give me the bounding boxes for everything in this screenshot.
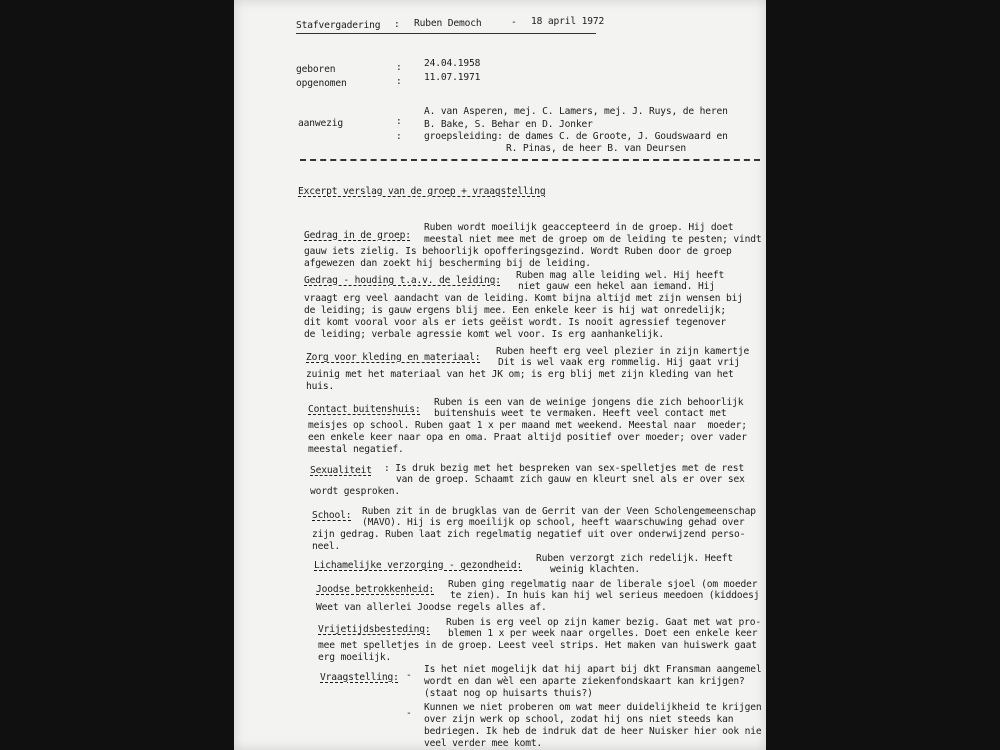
text-line: Ruben mag alle leiding wel. Hij heeft <box>516 270 725 281</box>
text-line: Ruben heeft erg veel plezier in zijn kamertje <box>496 346 750 357</box>
text-line: Ruben is een van de weinige jongens die zich behoorlijk <box>434 397 744 408</box>
question-line: over zijn werk op school, zodat hij ons niet steeds kan <box>424 714 734 725</box>
text-line: Weet van allerlei Joodse regels alles af. <box>316 602 547 613</box>
text-line: een enkele keer naar opa en oma. Praat altijd positief over moeder; over vader <box>308 432 747 443</box>
section-label-joods: Joodse betrokkenheid: <box>316 584 435 595</box>
question-line: wordt en dan wèl een aparte ziekenfondskaart kan krijgen? <box>424 676 745 687</box>
text-line: Ruben wordt moeilijk geaccepteerd in de groep. Hij doet <box>424 222 734 233</box>
born-label: geboren <box>296 64 336 75</box>
born-value: 24.04.1958 <box>424 58 481 69</box>
text-line: Ruben zit in de brugklas van de Gerrit van der Veen Scholengemeenschap <box>362 506 756 517</box>
text-line: huis. <box>306 381 335 392</box>
subject-name: Ruben Democh <box>414 18 482 29</box>
dashed-separator <box>300 159 760 161</box>
text-line: buitenshuis weet te vermaken. Heeft veel contact met <box>434 408 727 419</box>
question-line: (staat nog op huisarts thuis?) <box>424 688 593 699</box>
section-label-zorg: Zorg voor kleding en materiaal: <box>306 352 481 363</box>
text-line: Ruben verzorgt zich redelijk. Heeft <box>536 553 733 564</box>
section-label-sexualiteit: Sexualiteit <box>310 465 372 476</box>
text-line: meestal negatief. <box>308 444 404 455</box>
text-line: te zien). In huis kan hij wel serieus meedoen (kiddoesj <box>450 590 760 601</box>
text-line: wordt gesproken. <box>310 486 401 497</box>
text-line: dit komt vooral voor als er iets geëist wordt. Is nooit agressief tegenover <box>304 317 726 328</box>
text-line: neel. <box>312 541 341 552</box>
section-label-lichamelijk: Lichamelijke verzorging - gezondheid: <box>314 560 523 571</box>
admitted-value: 11.07.1971 <box>424 72 481 83</box>
text-line: afgewezen dan zoekt hij bescherming bij de leiding. <box>304 258 591 269</box>
text-line: niet gauw een hekel aan iemand. Hij <box>518 281 715 292</box>
text-line: weinig klachten. <box>550 564 641 575</box>
text-line: Dit is wel vaak erg rommelig. Hij gaat vrij <box>498 357 740 368</box>
present-line: R. Pinas, de heer B. van Deursen <box>506 143 687 154</box>
section-label-vraagstelling: Vraagstelling: <box>320 672 399 683</box>
document-page: Stafvergadering : Ruben Democh - 18 april 1972 geboren : 24.04.1958 opgenomen : 11.07.1971 aanwezig : A. van Asperen, mej. C. Lamers, mej. J. Ruys, de heren B. Bake, S. Behar en D. Jonker : groepsleiding: de dames C. de Groote, J. Goudswaard en R. Pinas, de heer B. van Deursen Excerpt verslag van de groep + vraagstelling Gedrag in de groep: Ruben wordt moeilijk geaccepteerd in de groep. Hij doet meestal niet mee met de groep om de leiding te pesten; vindt gauw iets zielig. Is behoorlijk opofferingsgezind. Wordt Ruben door de groep afgewezen dan zoekt hij bescherming bij de leiding. Gedrag - houding t.a.v. de leiding: Ruben mag alle leiding wel. Hij heeft niet gauw een hekel aan iemand. Hij vraagt erg veel aandacht van de leiding. Komt bijna altijd met zijn wensen bij de leiding; is gauw ergens blij mee. Een enkele keer is hij wat onredelijk; dit komt vooral voor als er iets geëist wordt. Is nooit agressief tegenover de leiding; verbale agressie komt wel voor. Is erg aanhankelijk. Zorg voor kleding en materiaal: Ruben heeft erg veel plezier in zijn kamertje Dit is wel vaak erg rommelig. Hij gaat vrij zuinig met het materiaal van het JK om; is erg blij met zijn kleding van het huis. Contact buitenshuis: Ruben is een van de weinige jongens die zich behoorlijk buitenshuis weet te vermaken. Heeft veel contact met meisjes op school. Ruben gaat 1 x per maand met weekend. Meestal naar moeder; een enkele keer naar opa en oma. Praat altijd positief over moeder; over vader meestal negatief. Sexualiteit : Is druk bezig met het bespreken van sex-spelletjes met de rest van de groep. Schaamt zich gauw en kleurt snel als er over sex wordt gesproken. School: Ruben zit in de brugklas van de Gerrit van der Veen Scholengemeenschap (MAVO). Hij is erg moeilijk op school, heeft waarschuwing gehad over zijn gedrag. Ruben laat zich regelmatig negatief uit over onderwijzend perso- neel. Lichamelijke verzorging - gezondheid: Ruben verzorgt zich redelijk. Heeft weinig klachten. Joodse betrokkenheid: Ruben ging regelmatig naar de liberale sjoel (om moeder te zien). In huis kan hij wel serieus meedoen (kiddoesj Weet van allerlei Joodse regels alles af. Vrijetijdsbesteding: Ruben is erg veel op zijn kamer bezig. Gaat met wat pro- blemen 1 x per week naar orgelles. Doet een enkele keer mee met spelletjes in de groep. Leest veel strips. Het maken van huiswerk gaat erg moeilijk. Vraagstelling: - Is het niet mogelijk dat hij apart bij dkt Fransman aangemel wordt en dan wèl een aparte ziekenfondskaart kan krijgen? (staat nog op huisarts thuis?) - Kunnen we niet proberen om wat meer duidelijkheid te krijgen over zijn werk op school, zodat hij ons niet steeds kan bedriegen. Ik heb de indruk dat de heer Nuisker hier ook nie veel verder mee komt. <box>234 0 766 750</box>
text-line: meestal niet mee met de groep om de leiding te pesten; vindt <box>424 234 762 245</box>
text-line: Ruben is erg veel op zijn kamer bezig. Gaat met wat pro- <box>446 617 762 628</box>
section-label-school: School: <box>312 510 352 521</box>
question-line: Kunnen we niet proberen om wat meer duidelijkheid te krijgen <box>424 702 762 713</box>
text-line: van de groep. Schaamt zich gauw en kleurt snel als er over sex <box>396 474 745 485</box>
text-line: blemen 1 x per week naar orgelles. Doet een enkele keer <box>448 628 758 639</box>
section-label-gedrag-leiding: Gedrag - houding t.a.v. de leiding: <box>304 275 501 286</box>
present-line: A. van Asperen, mej. C. Lamers, mej. J. Ruys, de heren <box>424 106 728 117</box>
header-underline <box>296 33 596 34</box>
text-line: gauw iets zielig. Is behoorlijk opofferingsgezind. Wordt Ruben door de groep <box>304 246 732 257</box>
meeting-label: Stafvergadering <box>296 20 381 31</box>
present-line: groepsleiding: de dames C. de Groote, J. Goudswaard en <box>424 131 728 142</box>
section-label-vrije-tijd: Vrijetijdsbesteding: <box>318 624 431 635</box>
text-line: : Is druk bezig met het bespreken van sex-spelletjes met de rest <box>384 463 745 474</box>
text-line: Ruben ging regelmatig naar de liberale sjoel (om moeder <box>448 579 758 590</box>
present-line: B. Bake, S. Behar en D. Jonker <box>424 119 593 130</box>
text-line: (MAVO). Hij is erg moeilijk op school, heeft waarschuwing gehad over <box>362 517 745 528</box>
text-line: zuinig met het materiaal van het JK om; is erg blij met zijn kleding van het <box>306 369 734 380</box>
section-label-contact: Contact buitenshuis: <box>308 404 421 415</box>
text-line: vraagt erg veel aandacht van de leiding. Komt bijna altijd met zijn wensen bij <box>304 293 743 304</box>
admitted-label: opgenomen <box>296 78 347 89</box>
text-line: erg moeilijk. <box>318 652 392 663</box>
text-line: meisjes op school. Ruben gaat 1 x per maand met weekend. Meestal naar moeder; <box>308 420 747 431</box>
section-label-gedrag-groep: Gedrag in de groep: <box>304 230 411 241</box>
text-line: de leiding; verbale agressie komt wel voor. Is erg aanhankelijk. <box>304 329 665 340</box>
text-line: zijn gedrag. Ruben laat zich regelmatig negatief uit over onderwijzend perso- <box>312 529 746 540</box>
text-line: de leiding; is gauw ergens blij mee. Een enkele keer is hij wat onredelijk; <box>304 305 726 316</box>
question-line: Is het niet mogelijk dat hij apart bij dkt Fransman aangemel <box>424 664 762 675</box>
question-line: bedriegen. Ik heb de indruk dat de heer Nuisker hier ook nie <box>424 726 762 737</box>
present-label: aanwezig <box>298 118 344 129</box>
meeting-date: 18 april 1972 <box>531 16 605 27</box>
text-line: mee met spelletjes in de groep. Leest veel strips. Het maken van huiswerk gaat <box>318 640 757 651</box>
question-line: veel verder mee komt. <box>424 738 543 749</box>
excerpt-title: Excerpt verslag van de groep + vraagstelling <box>298 186 546 197</box>
